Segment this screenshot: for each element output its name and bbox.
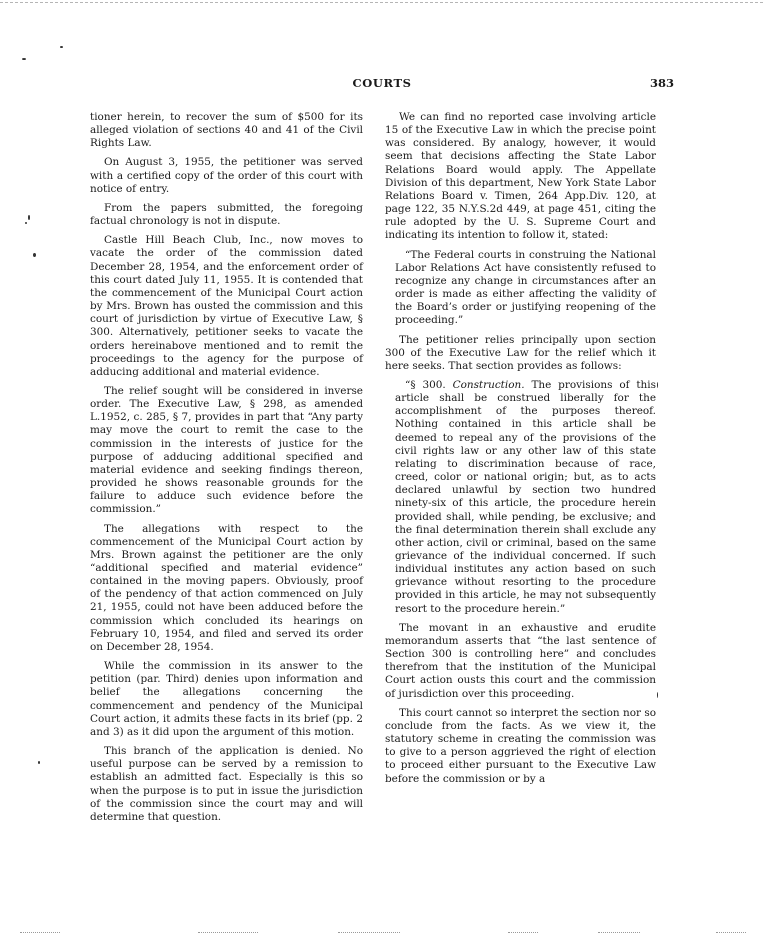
section-title: Construction. (452, 378, 525, 391)
paragraph: The petitioner relies principally upon section 300 of the Executive Law for the relief which it here seeks. That section provides as follows: (385, 333, 656, 372)
paragraph: This court cannot so interpret the section nor so conclude from the facts. As we view it, the statutory scheme in creating the commission was to give to a person aggrieved the right of election to proceed either pursuant to the Executive Law before the commission or by a (385, 706, 656, 785)
top-scan-border (0, 2, 763, 3)
paragraph: We can find no reported case involving article 15 of the Executive Law in which the precise point was considered. By analogy, however, it would seem that decisions affecting the State Labor Relations Board would apply. The Appellate Division of this department, New York State Labor Relations Board v. Timen, 264 App.Div. 120, at page 122, 35 N.Y.S.2d 449, at page 451, citing the rule adopted by the U. S. Supreme Court and indicating its intention to follow it, stated: (385, 111, 656, 242)
paragraph: While the commission in its answer to the petition (par. Third) denies upon information and belief the allegations concerning the commencement and pendency of the Municipal Court action, it admits these facts in its brief (pp. 2 and 3) as it did upon the argument of this motion. (90, 660, 363, 738)
paragraph: From the papers submitted, the foregoing factual chronology is not in dispute. (90, 201, 363, 228)
running-head: COURTS (352, 76, 412, 90)
paragraph: The movant in an exhaustive and erudite memorandum asserts that “the last sentence of Section 300 is controlling here” and concludes therefrom that the institution of the Municipal Court action ousts this court and the commission of jurisdiction over this proceeding. (385, 621, 656, 700)
section-text: The provisions of this article shall be construed liberally for the accomplishment of the purposes thereof. Nothing contained in this article shall be deemed to repeal any of the provisions of the civil rights law or any other law of this state relating to discrimination because of race, creed, color or national origin; but, as to acts declared unlawful by section two hundred ninety-six of this article, the procedure herein provided shall, while pending, be exclusive; and the final determination therein shall exclude any other action, civil or criminal, based on the same grievance of the individual concerned. If such individual institutes any action based on such grievance without resorting to the procedure provided in this article, he may not subsequently resort to the procedure herein.” (395, 378, 656, 615)
paragraph: Castle Hill Beach Club, Inc., now moves to vacate the order of the commission dated December 28, 1954, and the enforcement order of this court dated July 11, 1955. It is contended that the commencement of the Municipal Court action by Mrs. Brown has ousted the commission and this court of jurisdiction by virtue of Executive Law, § 300. Alternatively, petitioner seeks to vacate the orders hereinabove mentioned and to remit the proceedings to the agency for the purpose of adducing additional and material evidence. (90, 234, 363, 378)
block-quote: “The Federal courts in construing the National Labor Relations Act have consistently refused to recognize any change in circumstances after an order is made as either affecting the validity of the Board’s order or justifying reopening of the proceeding.” (395, 248, 656, 327)
paragraph: The allegations with respect to the commencement of the Municipal Court action by Mrs. Brown against the petitioner are the only “additional specified and material evidence” contained in the moving papers. Obviously, proof of the pendency of that action commenced on July 21, 1955, could not have been adduced before the commission which concluded its hearings on February 10, 1954, and filed and served its order on December 28, 1954. (90, 522, 363, 653)
paragraph: On August 3, 1955, the petitioner was served with a certified copy of the order of this court with notice of entry. (90, 156, 363, 195)
right-column (385, 111, 656, 792)
paragraph: The relief sought will be considered in inverse order. The Executive Law, § 298, as amended L.1952, c. 285, § 7, provides in part that “Any party may move the court to remit the case to the commission in the interests of justice for the purpose of adducing additional specified and material evidence and seeking findings thereon, provided he shows reasonable grounds for the failure to adduce such evidence before the commission.” (90, 384, 363, 516)
left-column (90, 111, 363, 830)
paragraph: This branch of the application is denied. No useful purpose can be served by a remission to establish an admitted fact. Especially is this so when the purpose is to put in issue the jurisdiction of the commission since the court may and will determine that question. (90, 745, 363, 823)
section-number: “§ 300. (405, 378, 446, 391)
page-header (90, 76, 674, 92)
statute-quote (395, 379, 656, 616)
paragraph: tioner herein, to recover the sum of $500 for its alleged violation of sections 40 and 41 of the Civil Rights Law. (90, 111, 363, 150)
page-number: 383 (649, 76, 674, 90)
